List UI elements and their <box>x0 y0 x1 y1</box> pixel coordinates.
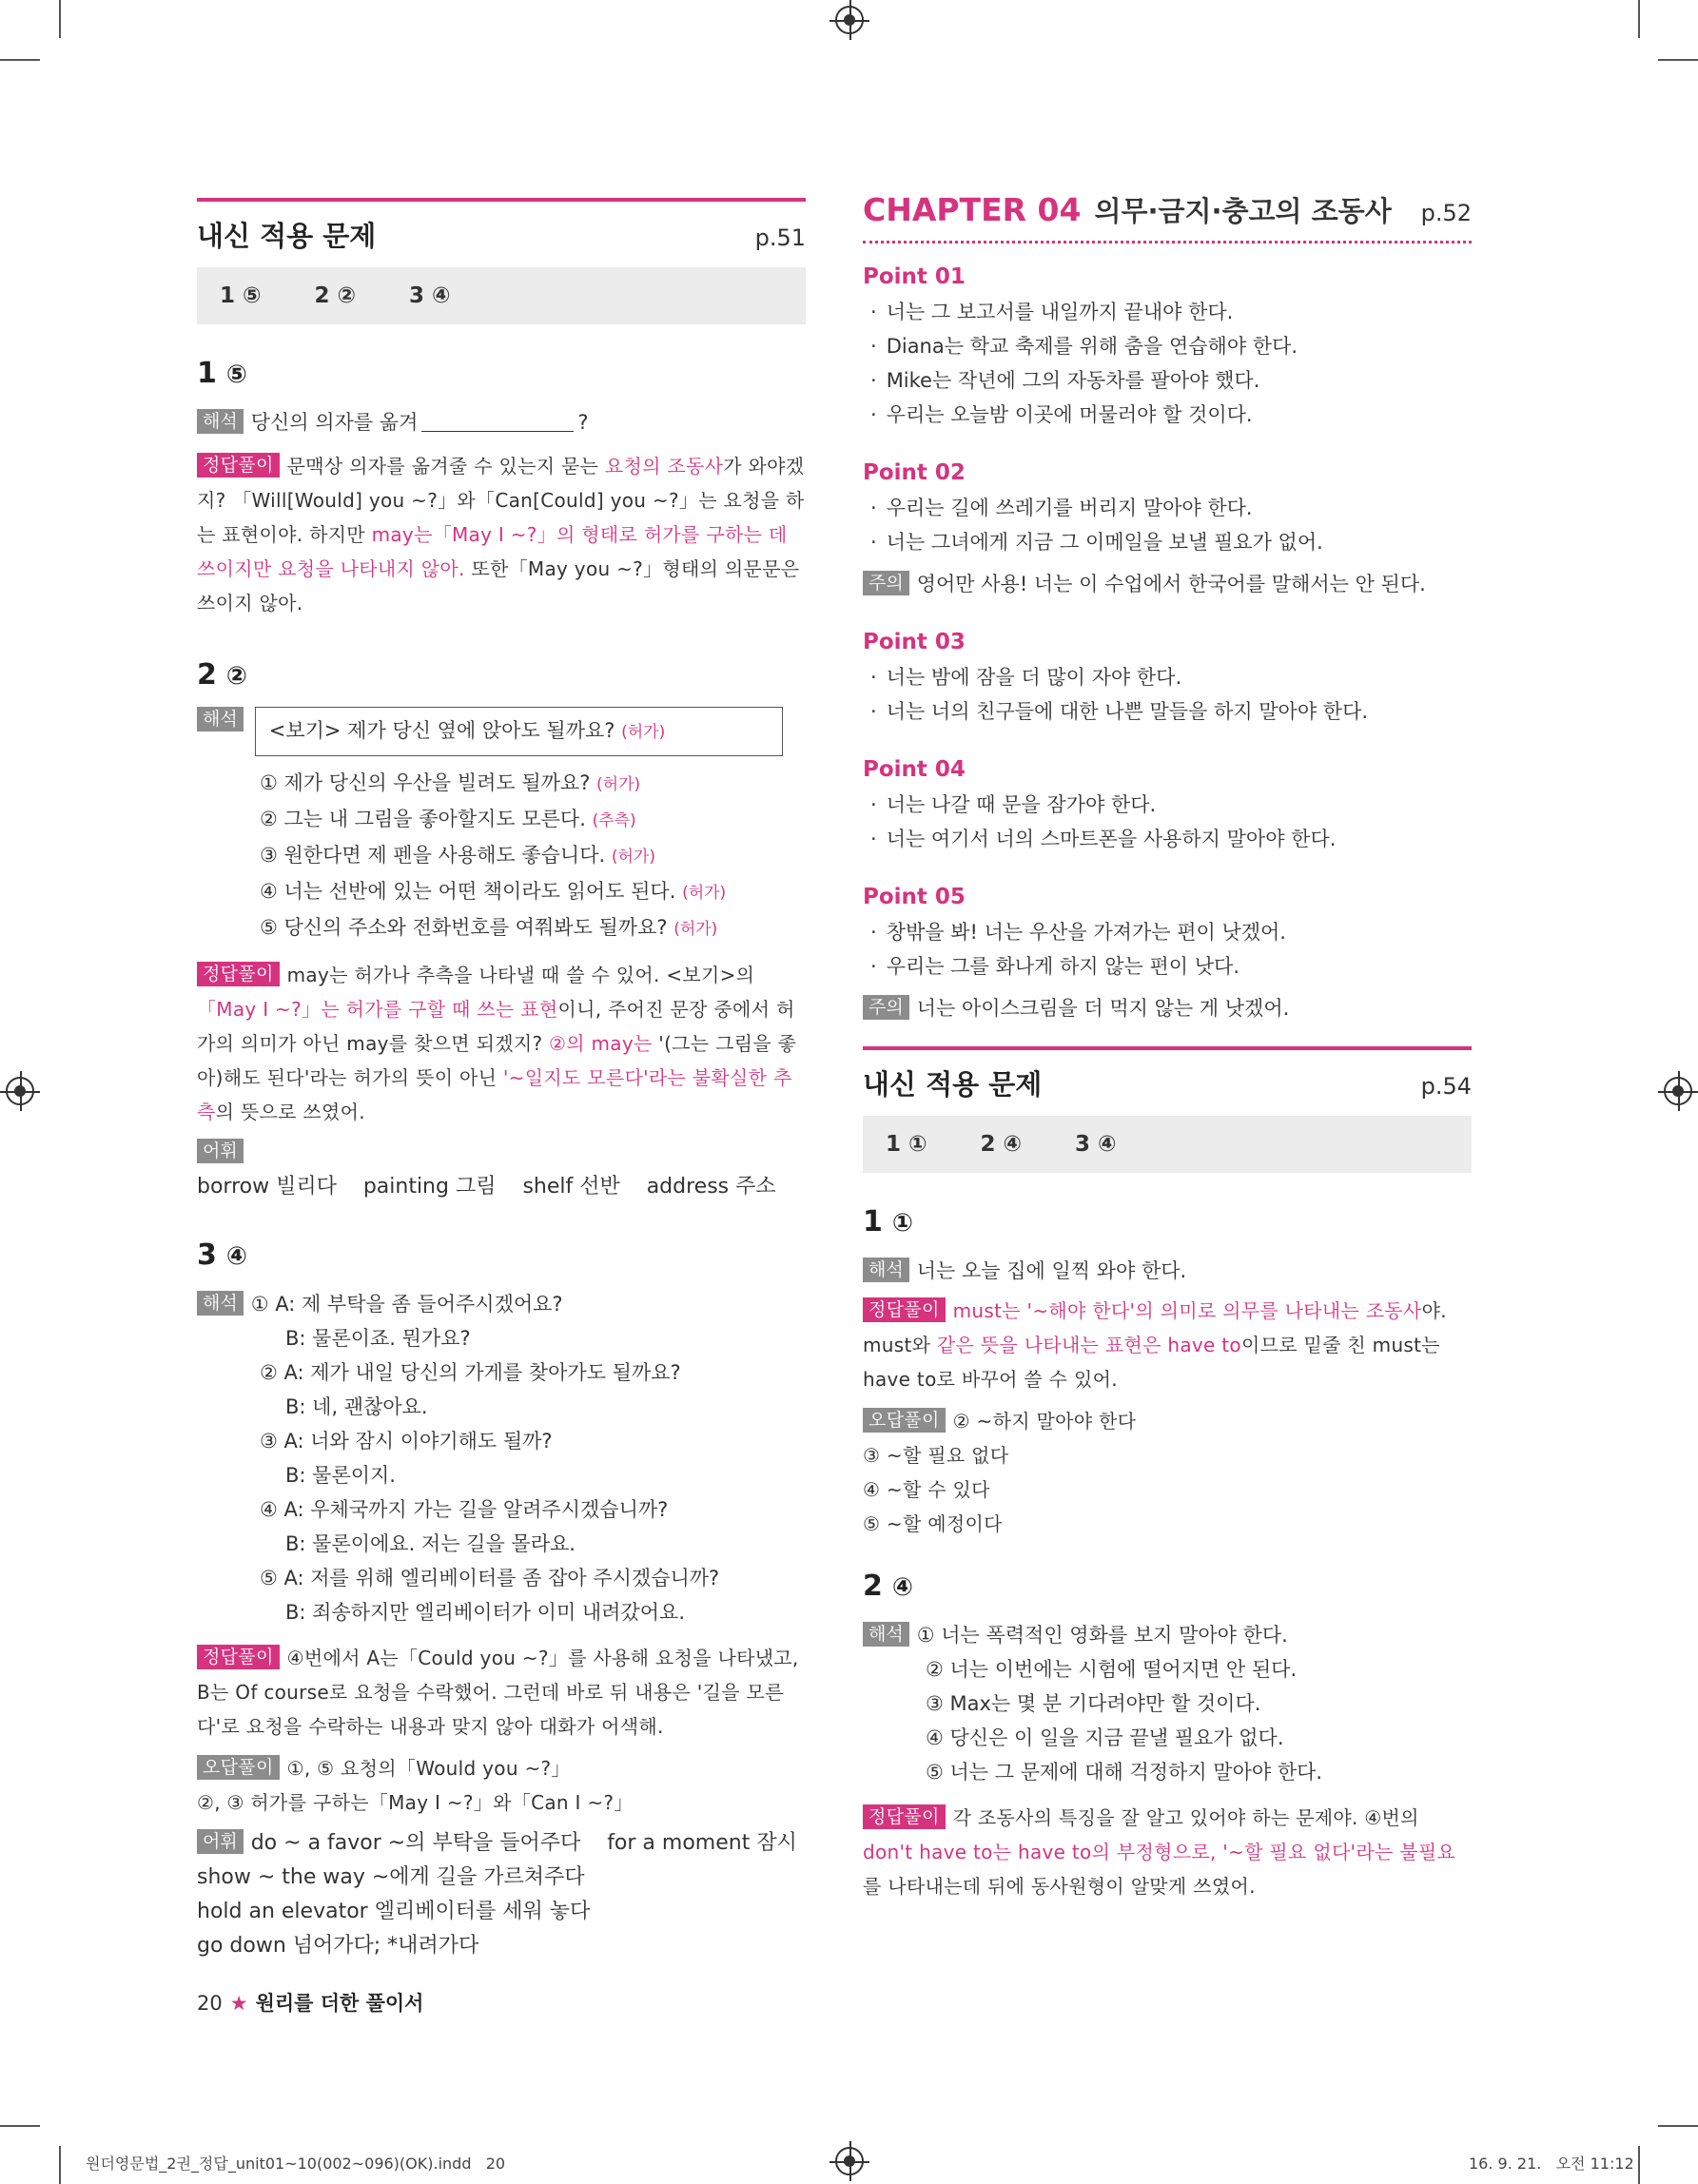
point-heading: Point 04 <box>863 757 966 782</box>
answer-item: 3 ④ <box>1074 1132 1117 1157</box>
left-column <box>197 198 806 1963</box>
point-item: · 너는 밤에 잠을 더 많이 자야 한다. <box>863 660 1472 694</box>
point-item: · 우리는 길에 쓰레기를 버리지 말아야 한다. <box>863 491 1472 525</box>
crop-mark <box>0 59 40 61</box>
point-item: · 우리는 오늘밤 이곳에 머물러야 할 것이다. <box>863 398 1472 432</box>
translation: 해석 당신의 의자를 옮겨 ? <box>197 405 806 439</box>
section-title: 내신 적용 문제 <box>197 220 377 252</box>
answer-item: 2 ④ <box>980 1132 1022 1157</box>
crop-mark <box>59 0 61 38</box>
translation-item: ③ Max는 몇 분 기다려야만 할 것이다. <box>926 1692 1261 1715</box>
odap-tag: 오답풀이 <box>863 1408 946 1433</box>
haeseok-tag: 해석 <box>197 409 244 434</box>
translation-item: ② 그는 내 그림을 좋아할지도 모른다. (추측) <box>260 808 636 830</box>
page-ref: p.52 <box>1420 200 1472 226</box>
dialog-line: B: 물론이죠. 뭔가요? <box>285 1327 471 1350</box>
point-item: · 너는 나갈 때 문을 잠가야 한다. <box>863 788 1472 822</box>
crop-mark <box>0 2125 40 2127</box>
translation: 해석 ① 너는 폭력적인 영화를 보지 말아야 한다. <box>863 1618 1472 1652</box>
chapter-subtitle: 의무·금지·충고의 조동사 <box>1094 195 1392 227</box>
page-ref: p.54 <box>1420 1073 1472 1100</box>
point-item: · 너는 너의 친구들에 대한 나쁜 말들을 하지 말아야 한다. <box>863 694 1472 729</box>
explanation: 정답풀이 must는 '~해야 한다'의 의미로 의무를 나타내는 조동사야. must와 같은 뜻을 나타내는 표현은 have to이므로 밑줄 친 must는 have to로 바꾸어 쓸 수 있어. <box>863 1299 1447 1391</box>
vocab-line: go down 넘어가다; *내려가다 <box>197 1934 479 1958</box>
point-item: · 너는 그 보고서를 내일까지 끝내야 한다. <box>863 295 1472 329</box>
dialog-line: ③ A: 너와 잠시 이야기해도 될까? <box>260 1430 553 1453</box>
crop-mark <box>59 2146 61 2184</box>
point-heading: Point 01 <box>863 264 966 289</box>
question-number: 1 ① <box>863 1205 913 1238</box>
wrong-answer-note: ④ ~할 수 있다 <box>863 1478 990 1501</box>
crop-mark <box>1638 2146 1640 2184</box>
caution-note: 주의 너는 아이스크림을 더 먹지 않는 게 낫겠어. <box>863 991 1472 1025</box>
point-item: · Mike는 작년에 그의 자동차를 팔아야 했다. <box>863 363 1472 398</box>
point-heading: Point 02 <box>863 460 966 485</box>
explanation: 정답풀이 각 조동사의 특징을 잘 알고 있어야 하는 문제야. ④번의 don't have to는 have to의 부정형으로, '~할 필요 없다'라는 불필요를 나타내는데 뒤에 동사원형이 알맞게 쓰였어. <box>863 1806 1456 1898</box>
dialog-line: ④ A: 우체국까지 가는 길을 알려주시겠습니까? <box>260 1498 669 1521</box>
question-number: 3 ④ <box>197 1238 247 1272</box>
wrong-answer-notes: 오답풀이 ①, ⑤ 요청의「Would you ~?」 <box>197 1751 806 1785</box>
crop-mark <box>1658 59 1698 61</box>
translation-item: ① 제가 당신의 우산을 빌려도 될까요? (허가) <box>260 771 641 794</box>
point-item: · 너는 그녀에게 지금 그 이메일을 보낼 필요가 없어. <box>863 525 1472 559</box>
translation-item: ④ 당신은 이 일을 지금 끝낼 필요가 없다. <box>926 1726 1284 1749</box>
point-heading: Point 03 <box>863 630 966 654</box>
wrong-answer-notes: 오답풀이 ② ~하지 말아야 한다 <box>863 1404 1472 1438</box>
dialog-line: B: 물론이에요. 저는 길을 몰라요. <box>285 1532 576 1555</box>
point-heading: Point 05 <box>863 885 966 909</box>
page-ref: p.51 <box>754 224 806 251</box>
wrong-answer-note: ③ ~할 필요 없다 <box>863 1444 1009 1467</box>
translation-item: ④ 너는 선반에 있는 어떤 책이라도 읽어도 된다. (허가) <box>260 880 727 903</box>
odap-tag: 오답풀이 <box>197 1755 280 1780</box>
section-header <box>863 1046 1472 1102</box>
chapter-title: CHAPTER 04 <box>863 191 1082 228</box>
dialog-line: B: 물론이지. <box>285 1464 396 1487</box>
vocab-tag: 어휘 <box>197 1829 244 1854</box>
point-item: · 창밖을 봐! 너는 우산을 가져가는 편이 낫겠어. <box>863 915 1472 949</box>
caution-note: 주의 영어만 사용! 너는 이 수업에서 한국어를 말해서는 안 된다. <box>863 567 1472 601</box>
answer-item: 1 ⑤ <box>220 283 262 308</box>
caution-tag: 주의 <box>863 571 909 595</box>
star-icon: ★ <box>229 1992 248 2015</box>
explanation: 정답풀이 문맥상 의자를 옮겨줄 수 있는지 묻는 요청의 조동사가 와야겠지? 「Will[Would] you ~?」와「Can[Could] you ~?」는 요청을 하는 표현이야. 하지만 may는「May I ~?」의 형태로 허가를 구하는 데 쓰이지만 요청을 나타내지 않아. 또한「May you ~?」형태의 의문문은 쓰이지 않아. <box>197 455 805 614</box>
chapter-header <box>863 190 1472 244</box>
answer-item: 1 ① <box>886 1132 927 1157</box>
translation: 해석 너는 오늘 집에 일찍 와야 한다. <box>863 1254 1472 1288</box>
translation <box>197 707 806 756</box>
answer-item: 3 ④ <box>408 283 451 308</box>
jeongdap-tag: 정답풀이 <box>197 1645 280 1669</box>
question-number: 2 ② <box>197 658 247 692</box>
answer-summary <box>197 267 806 324</box>
wrong-answer-note: ②, ③ 허가를 구하는「May I ~?」와「Can I ~?」 <box>197 1791 634 1814</box>
dialog-line: B: 네, 괜찮아요. <box>285 1395 428 1418</box>
explanation: 정답풀이 ④번에서 A는「Could you ~?」를 사용해 요청을 나타냈고, B는 Of course로 요청을 수락했어. 그런데 바로 뒤 내용은 '길을 모른다'로 요청을 수락하는 내용과 맞지 않아 대화가 어색해. <box>197 1647 799 1738</box>
page-number: 20 <box>197 1992 223 2015</box>
haeseok-tag: 해석 <box>197 1291 244 1316</box>
haeseok-tag: 해석 <box>863 1622 909 1647</box>
explanation: 정답풀이 may는 허가나 추측을 나타낼 때 쓸 수 있어. <보기>의 「May I ~?」는 허가를 구할 때 쓰는 표현이니, 주어진 문장 중에서 허가의 의미가 아닌 may를 찾으면 되겠지? ②의 may는 '(그는 그림을 좋아)해도 된다'라는 허가의 뜻이 아닌 '~일지도 모른다'라는 불확실한 추측의 뜻으로 쓰였어. <box>197 964 797 1123</box>
registration-mark-icon <box>835 6 864 34</box>
jeongdap-tag: 정답풀이 <box>197 453 280 478</box>
crop-mark <box>1638 0 1640 38</box>
question-number: 2 ④ <box>863 1570 913 1603</box>
vocab-line: show ~ the way ~에게 길을 가르쳐주다 <box>197 1865 585 1889</box>
dialog-translation: 해석 ① A: 제 부탁을 좀 들어주시겠어요? <box>197 1287 806 1321</box>
translation-item: ② 너는 이번에는 시험에 떨어지면 안 된다. <box>926 1658 1298 1681</box>
vocabulary: 어휘borrow 빌리다 painting 그림 shelf 선반 address 주소 <box>197 1141 776 1199</box>
print-slug-file: 원더영문법_2권_정답_unit01~10(002~096)(OK).indd 20 <box>86 2155 506 2173</box>
vocabulary: 어휘 do ~ a favor ~의 부탁을 들어주다 for a moment 잠시 <box>197 1825 806 1861</box>
example-box: <보기> 제가 당신 옆에 앉아도 될까요? (허가) <box>255 707 783 756</box>
point-item: · 너는 여기서 너의 스마트폰을 사용하지 말아야 한다. <box>863 822 1472 856</box>
dialog-line: ⑤ A: 저를 위해 엘리베이터를 좀 잡아 주시겠습니까? <box>260 1567 720 1589</box>
jeongdap-tag: 정답풀이 <box>197 962 280 986</box>
registration-mark-icon <box>835 2147 864 2175</box>
vocab-tag: 어휘 <box>197 1139 244 1163</box>
wrong-answer-note: ⑤ ~할 예정이다 <box>863 1512 1003 1535</box>
book-title: 원리를 더한 풀이서 <box>255 1992 424 2015</box>
jeongdap-tag: 정답풀이 <box>863 1297 946 1322</box>
crop-mark <box>1658 2125 1698 2127</box>
dialog-line: ② A: 제가 내일 당신의 가게를 찾아가도 될까요? <box>260 1361 681 1384</box>
section-header <box>197 198 806 254</box>
jeongdap-tag: 정답풀이 <box>863 1804 946 1829</box>
right-column <box>863 190 1472 1903</box>
answer-summary <box>863 1116 1472 1173</box>
caution-tag: 주의 <box>863 995 909 1020</box>
dialog-line: B: 죄송하지만 엘리베이터가 이미 내려갔어요. <box>285 1601 686 1624</box>
registration-mark-icon <box>6 1077 34 1105</box>
question-number: 1 ⑤ <box>197 357 247 390</box>
section-title: 내신 적용 문제 <box>863 1068 1043 1101</box>
translation-item: ⑤ 너는 그 문제에 대해 걱정하지 말아야 한다. <box>926 1761 1323 1784</box>
haeseok-tag: 해석 <box>197 707 244 731</box>
print-slug-date: 16. 9. 21. 오전 11:12 <box>1469 2155 1634 2173</box>
blank-line <box>421 412 574 432</box>
answer-item: 2 ② <box>314 283 356 308</box>
translation-item: ③ 원한다면 제 펜을 사용해도 좋습니다. (허가) <box>260 844 655 867</box>
point-item: · 우리는 그를 화나게 하지 않는 편이 낫다. <box>863 949 1472 984</box>
page-footer <box>197 1988 423 2017</box>
haeseok-tag: 해석 <box>863 1258 909 1282</box>
point-item: · Diana는 학교 축제를 위해 춤을 연습해야 한다. <box>863 329 1472 363</box>
vocab-line: hold an elevator 엘리베이터를 세워 놓다 <box>197 1900 591 1923</box>
registration-mark-icon <box>1664 1077 1692 1105</box>
translation-item: ⑤ 당신의 주소와 전화번호를 여쭤봐도 될까요? (허가) <box>260 916 718 939</box>
